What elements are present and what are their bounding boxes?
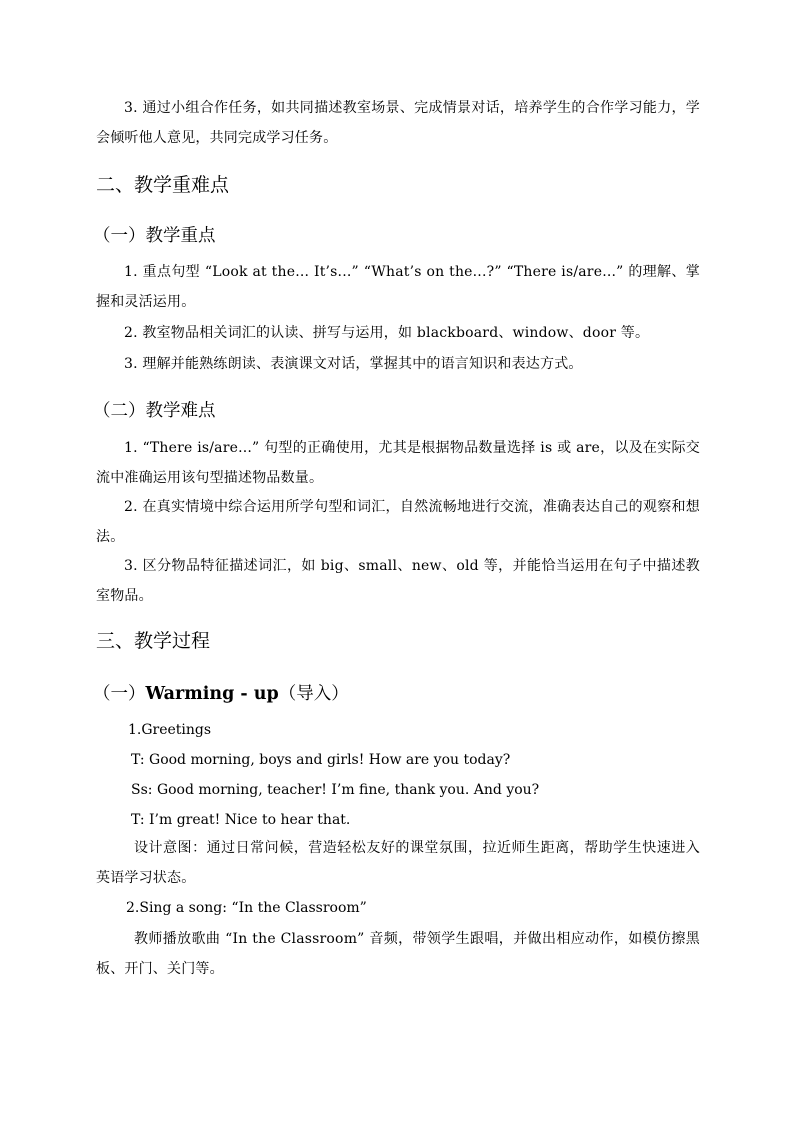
song-label: 2.Sing a song: “In the Classroom” bbox=[126, 900, 367, 916]
dialogue-line-3: T: I’m great! Nice to hear that. bbox=[131, 812, 351, 828]
teaching-difficulty-heading: （二）教学难点 bbox=[93, 401, 216, 421]
focus-item-3: 3. 理解并能熟练朗读、表演课文对话，掌握其中的语言知识和表达方式。 bbox=[124, 356, 583, 372]
warmup-heading-english: Warming - up bbox=[145, 684, 279, 704]
song-description-paragraph: 教师播放歌曲 “In the Classroom” 音频，带领学生跟唱，并做出相应动作，如模仿擦黑板、开门、关门等。 bbox=[96, 931, 700, 977]
warmup-heading bbox=[93, 679, 697, 709]
section-2-heading: 二、教学重难点 bbox=[96, 174, 230, 196]
dialogue-line-1: T: Good morning, boys and girls! How are you today? bbox=[131, 752, 511, 768]
teaching-focus-heading: （一）教学重点 bbox=[93, 226, 216, 246]
focus-item-2: 2. 教室物品相关词汇的认读、拼写与运用，如 blackboard、window、door 等。 bbox=[124, 325, 650, 341]
design-intent-paragraph: 设计意图：通过日常问候，营造轻松友好的课堂氛围，拉近师生距离，帮助学生快速进入英语学习状态。 bbox=[96, 840, 700, 886]
dialogue-line-2: Ss: Good morning, teacher! I’m fine, thank you. And you? bbox=[131, 782, 540, 798]
objective-3-paragraph: 3. 通过小组合作任务，如共同描述教室场景、完成情景对话，培养学生的合作学习能力，学会倾听他人意见，共同完成学习任务。 bbox=[96, 100, 700, 146]
focus-item-1: 1. 重点句型 “Look at the... It’s...” “What’s on the...?” “There is/are...” 的理解、掌握和灵活运用。 bbox=[96, 264, 700, 310]
difficulty-item-1: 1. “There is/are...” 句型的正确使用，尤其是根据物品数量选择 is 或 are，以及在实际交流中准确运用该句型描述物品数量。 bbox=[96, 440, 700, 486]
warmup-heading-chinese: （导入） bbox=[278, 684, 349, 704]
difficulty-item-2: 2. 在真实情境中综合运用所学句型和词汇，自然流畅地进行交流，准确表达自己的观察和想法。 bbox=[96, 499, 700, 545]
warmup-heading-prefix: （一） bbox=[93, 684, 146, 704]
difficulty-item-3: 3. 区分物品特征描述词汇，如 big、small、new、old 等，并能恰当运用在句子中描述教室物品。 bbox=[96, 558, 700, 604]
section-3-heading: 三、教学过程 bbox=[96, 630, 211, 652]
greetings-label: 1.Greetings bbox=[128, 722, 212, 738]
